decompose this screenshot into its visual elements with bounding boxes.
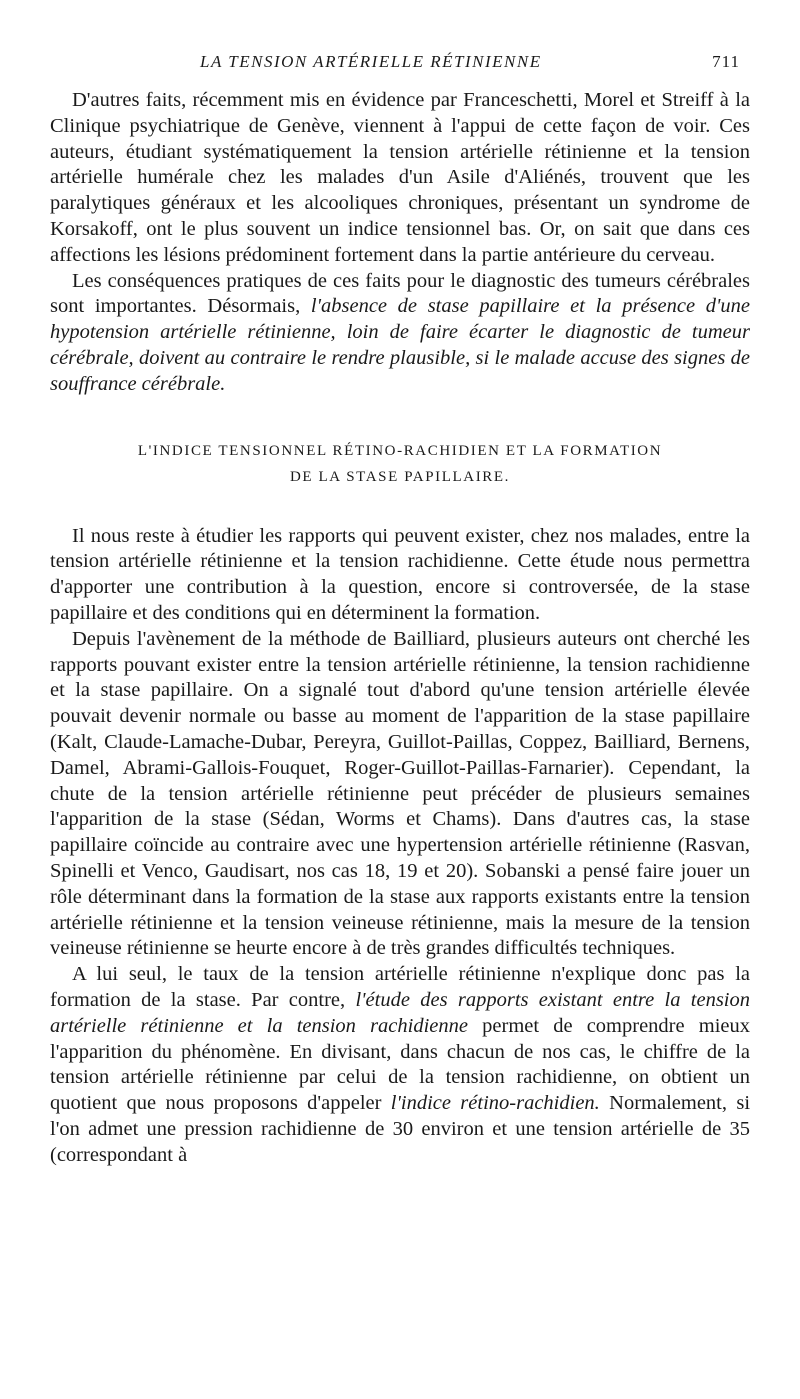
paragraph-text: D'autres faits, récemment mis en évidence par Franceschetti, Morel et Streiff à la Clinique psychiatrique de Genève, viennent à l'appui de cette façon de voir. Ces auteurs, étudiant systématiquement la tension artérielle rétinienne et la tension artérielle humérale chez les malades d'un Asile d'Aliénés, trouvent que les paralytiques généraux et les alcooliques chroniques, présentant un syndrome de Korsakoff, ont le plus souvent un indice tensionnel bas. Or, on sait que dans ces affections les lésions prédominent fortement dans la partie antérieure du cerveau. bbox=[50, 89, 750, 266]
paragraph-text: Il nous reste à étudier les rapports qui peuvent exister, chez nos malades, entre la tension artérielle rétinienne et la tension rachidienne. Cette étude nous permettra d'apporter une contribution à la question, encore si controversée, de la stase papillaire et des conditions qui en déterminent la formation. bbox=[50, 524, 750, 624]
section-heading bbox=[50, 438, 750, 490]
paragraph-intro-rapports bbox=[50, 524, 750, 627]
paragraph-franceschetti bbox=[50, 88, 750, 269]
paragraph-text: Les conséquences pratiques de ces faits pour le diagnostic des tumeurs cérébrales sont importantes. Désormais, bbox=[50, 269, 750, 318]
paragraph-text: Normalement, si l'on admet une pression rachidienne de 30 environ et une tension artérielle de 35 (correspondant à bbox=[50, 1092, 751, 1166]
emphasis-text: l'absence de stase papillaire et la présence d'une hypotension artérielle rétinienne, loin de faire écarter le diagnostic de tumeur cérébrale, doivent au contraire le rendre plausible, si le malade accuse des signes de souffrance cérébrale. bbox=[50, 295, 750, 395]
paragraph-consequences bbox=[50, 269, 750, 398]
paragraph-bailliard bbox=[50, 627, 750, 962]
section-heading-line-1: L'INDICE TENSIONNEL RÉTINO-RACHIDIEN ET LA FORMATION bbox=[137, 442, 663, 459]
running-title: LA TENSION ARTÉRIELLE RÉTINIENNE bbox=[200, 52, 542, 71]
running-head bbox=[50, 52, 750, 76]
section-heading-line-2: DE LA STASE PAPILLAIRE. bbox=[289, 468, 511, 485]
page-number: 711 bbox=[712, 52, 740, 71]
emphasis-text: l'indice rétino-rachidien. bbox=[390, 1092, 600, 1115]
emphasis-text: l'étude des rapports existant entre la tension artérielle rétinienne et la tension rachidienne bbox=[50, 988, 750, 1037]
body-text bbox=[50, 88, 750, 1168]
paragraph-text: A lui seul, le taux de la tension artérielle rétinienne n'explique donc pas la formation de la stase. Par contre, bbox=[50, 963, 750, 1011]
paragraph-indice bbox=[50, 962, 750, 1168]
paragraph-text: permet de comprendre mieux l'apparition du phénomène. En divisant, dans chacun de nos cas, le chiffre de la tension artérielle rétinienne par celui de la tension rachidienne, on obtient un quotient que nous proposons d'appeler bbox=[50, 1014, 750, 1115]
paragraph-text: Depuis l'avènement de la méthode de Bailliard, plusieurs auteurs ont cherché les rapports pouvant exister entre la tension artérielle rétinienne, la tension rachidienne et la stase papillaire. On a signalé tout d'abord qu'une tension artérielle élevée pouvait devenir normale ou basse au moment de l'apparition de la stase papillaire (Kalt, Claude-Lamache-Dubar, Pereyra, Guillot-Paillas, Coppez, Bailliard, Bernens, Damel, Abrami-Gallois-Fouquet, Roger-Guillot-Paillas-Farnarier). Cependant, la chute de la tension artérielle rétinienne peut précéder de plusieurs semaines l'apparition de la stase (Sédan, Worms et Chams). Dans d'autres cas, la stase papillaire coïncide au contraire avec une hypertension artérielle rétinienne (Rasvan, Spinelli et Venco, Gaudisart, nos cas 18, 19 et 20). Sobanski a pensé faire jouer un rôle déterminant dans la formation de la stase aux rapports existants entre la tension artérielle rétinienne et la tension veineuse rétinienne, mais la mesure de la tension veineuse rétinienne se heurte encore à de très grandes difficultés techniques. bbox=[50, 627, 750, 960]
